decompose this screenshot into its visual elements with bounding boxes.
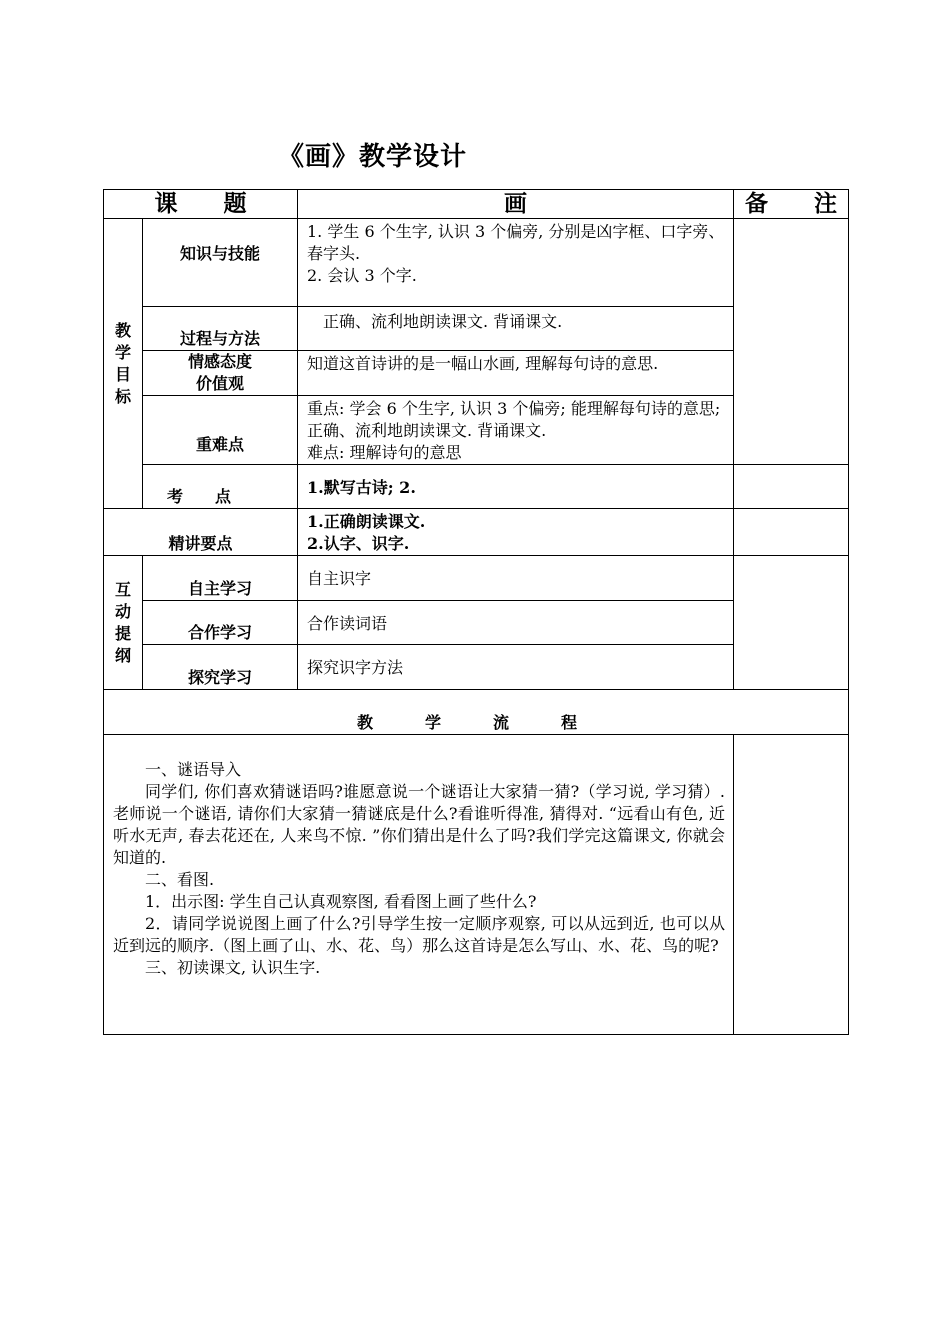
emotion-label-line2: 价值观 bbox=[195, 374, 244, 393]
focus-content bbox=[298, 509, 734, 556]
knowledge-content bbox=[298, 219, 734, 307]
exam-label: 考 点 bbox=[143, 465, 298, 509]
interactive-row-1 bbox=[104, 556, 849, 601]
process-label: 过程与方法 bbox=[143, 307, 298, 351]
flow-paragraph-2: 同学们, 你们喜欢猜谜语吗?谁愿意说一个谜语让大家猜一猜?（学习说, 学习猜）. 老师说一个谜语, 请你们大家猜一猜谜底是什么?看谁听得准, 猜得对. “远看山有色, 近听水无声, 春去花还在, 人来鸟不惊. ”你们猜出是什么了吗?我们学完这篇课文, 你就会知道的. bbox=[113, 782, 725, 867]
flow-content bbox=[104, 735, 734, 1035]
topic-label: 课 题 bbox=[104, 190, 298, 219]
process-content: 正确、流利地朗读课文. 背诵课文. bbox=[298, 307, 734, 351]
knowledge-label: 知识与技能 bbox=[143, 219, 298, 307]
keypoints-line-2: 难点: 理解诗句的意思 bbox=[307, 443, 462, 462]
interactive-remarks bbox=[734, 556, 849, 690]
interactive-label-2: 合作学习 bbox=[143, 601, 298, 645]
keypoints-line-1: 重点: 学会 6 个生字, 认识 3 个偏旁; 能理解每句诗的意思; 正确、流利地朗读课文. 背诵课文. bbox=[307, 399, 721, 440]
exam-content: 1.默写古诗; 2. bbox=[298, 465, 734, 509]
lesson-plan-table bbox=[103, 189, 849, 1035]
interactive-content-1: 自主识字 bbox=[298, 556, 734, 601]
header-row bbox=[104, 190, 849, 219]
exam-remarks bbox=[734, 465, 849, 509]
flow-paragraph-6: 三、初读课文, 认识生字. bbox=[145, 958, 321, 977]
emotion-label-line1: 情感态度 bbox=[187, 352, 252, 371]
flow-header-row bbox=[104, 690, 849, 735]
emotion-content: 知道这首诗讲的是一幅山水画, 理解每句诗的意思. bbox=[298, 351, 734, 396]
interactive-label-1: 自主学习 bbox=[143, 556, 298, 601]
keypoints-content bbox=[298, 396, 734, 465]
interactive-content-3: 探究识字方法 bbox=[298, 645, 734, 690]
knowledge-row bbox=[104, 219, 849, 307]
focus-label: 精讲要点 bbox=[104, 509, 298, 556]
document-title: 《画》教学设计 bbox=[278, 142, 468, 172]
interactive-group-label: 互动提纲 bbox=[104, 556, 143, 690]
focus-remarks bbox=[734, 509, 849, 556]
objectives-remarks bbox=[734, 219, 849, 465]
knowledge-line-2: 2. 会认 3 个字. bbox=[307, 266, 417, 285]
flow-paragraph-5: 2．请同学说说图上画了什么?引导学生按一定顺序观察, 可以从远到近, 也可以从近到远的顺序.（图上画了山、水、花、鸟）那么这首诗是怎么写山、水、花、鸟的呢? bbox=[113, 914, 725, 955]
emotion-label bbox=[143, 351, 298, 396]
flow-paragraph-3: 二、看图. bbox=[145, 870, 215, 889]
flow-paragraph-4: 1．出示图: 学生自己认真观察图, 看看图上画了些什么? bbox=[145, 892, 537, 911]
flow-paragraph-1: 一、谜语导入 bbox=[145, 760, 242, 779]
objectives-group-label: 教学目标 bbox=[104, 219, 143, 509]
focus-line-1: 1.正确朗读课文. bbox=[307, 512, 426, 531]
flow-content-row bbox=[104, 735, 849, 1035]
focus-line-2: 2.认字、识字. bbox=[307, 534, 410, 553]
remarks-label: 备 注 bbox=[734, 190, 849, 219]
interactive-label-3: 探究学习 bbox=[143, 645, 298, 690]
focus-row bbox=[104, 509, 849, 556]
exam-row bbox=[104, 465, 849, 509]
keypoints-label: 重难点 bbox=[143, 396, 298, 465]
topic-value: 画 bbox=[298, 190, 734, 219]
knowledge-line-1: 1. 学生 6 个生字, 认识 3 个偏旁, 分别是凶字框、口字旁、春字头. bbox=[307, 222, 725, 263]
flow-remarks bbox=[734, 735, 849, 1035]
interactive-content-2: 合作读词语 bbox=[298, 601, 734, 645]
flow-label: 教 学 流 程 bbox=[104, 690, 849, 735]
